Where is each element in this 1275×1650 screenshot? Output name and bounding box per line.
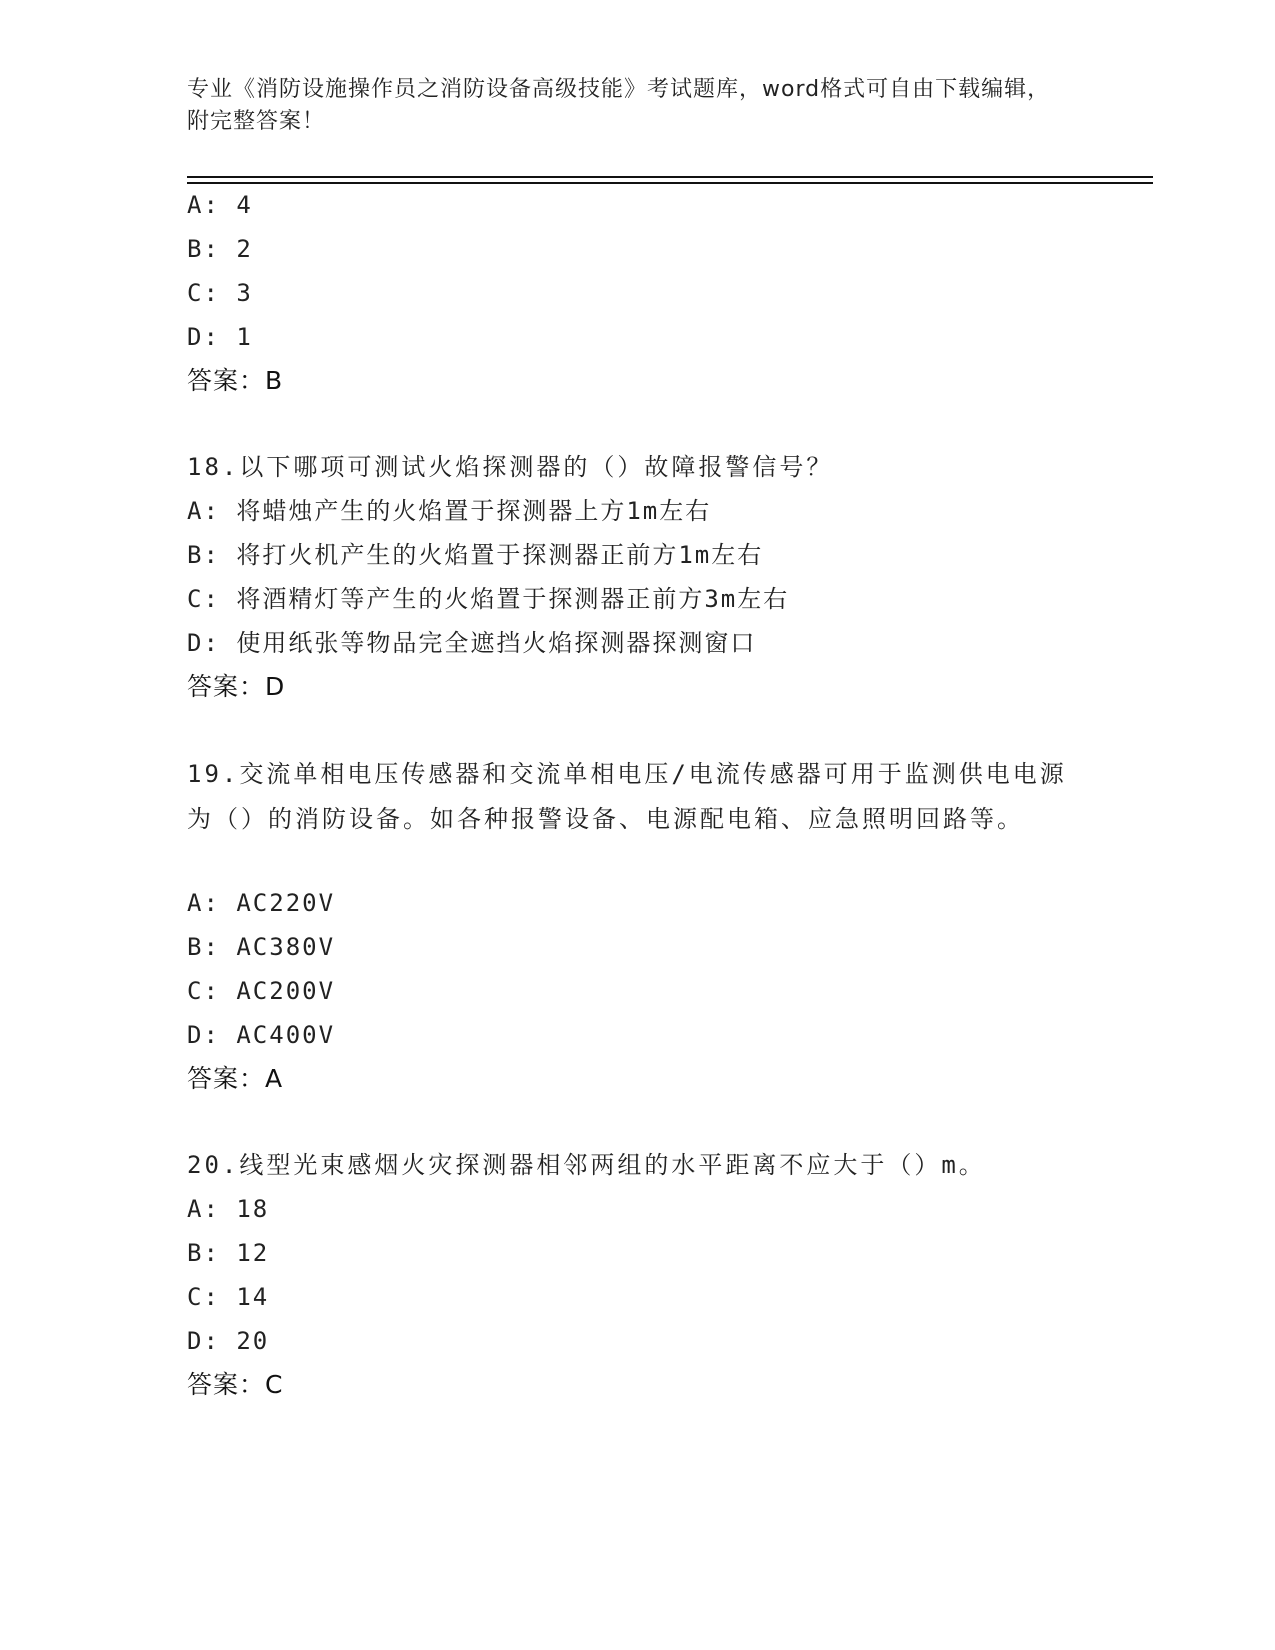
q20-option-c: C: 14 bbox=[187, 1283, 270, 1311]
q17-option-c: C: 3 bbox=[187, 279, 253, 307]
q17-option-d: D: 1 bbox=[187, 323, 253, 351]
q20-option-b: B: 12 bbox=[187, 1239, 270, 1267]
document-intro: 专业《消防设施操作员之消防设备高级技能》考试题库，word格式可自由下载编辑，附完整答案！ bbox=[187, 77, 1051, 134]
q17-option-b: B: 2 bbox=[187, 235, 253, 263]
q18-stem: 18.以下哪项可测试火焰探测器的（）故障报警信号？ bbox=[187, 453, 834, 481]
q19-option-b: B: AC380V bbox=[187, 933, 336, 961]
q19-option-c: C: AC200V bbox=[187, 977, 336, 1005]
q18-option-a: A: 将蜡烛产生的火焰置于探测器上方1m左右 bbox=[187, 497, 712, 525]
header-divider-bottom bbox=[187, 182, 1153, 184]
q19-stem: 19.交流单相电压传感器和交流单相电压/电流传感器可用于监测供电电源为（）的消防设备。如各种报警设备、电源配电箱、应急照明回路等。 bbox=[187, 760, 1067, 833]
q17-option-a: A: 4 bbox=[187, 191, 253, 219]
q20-answer: 答案：C bbox=[187, 1370, 284, 1399]
q18-option-c: C: 将酒精灯等产生的火焰置于探测器正前方3m左右 bbox=[187, 585, 790, 613]
q20-option-a: A: 18 bbox=[187, 1195, 270, 1223]
q19-answer: 答案：A bbox=[187, 1064, 284, 1093]
q20-stem: 20.线型光束感烟火灾探测器相邻两组的水平距离不应大于（）m。 bbox=[187, 1151, 986, 1179]
header-divider-top bbox=[187, 176, 1153, 178]
q18-option-b: B: 将打火机产生的火焰置于探测器正前方1m左右 bbox=[187, 541, 764, 569]
q19-option-d: D: AC400V bbox=[187, 1021, 336, 1049]
q17-answer: 答案：B bbox=[187, 366, 284, 395]
q18-answer: 答案：D bbox=[187, 672, 286, 701]
q19-option-a: A: AC220V bbox=[187, 889, 336, 917]
q18-option-d: D: 使用纸张等物品完全遮挡火焰探测器探测窗口 bbox=[187, 629, 757, 657]
q20-option-d: D: 20 bbox=[187, 1327, 270, 1355]
